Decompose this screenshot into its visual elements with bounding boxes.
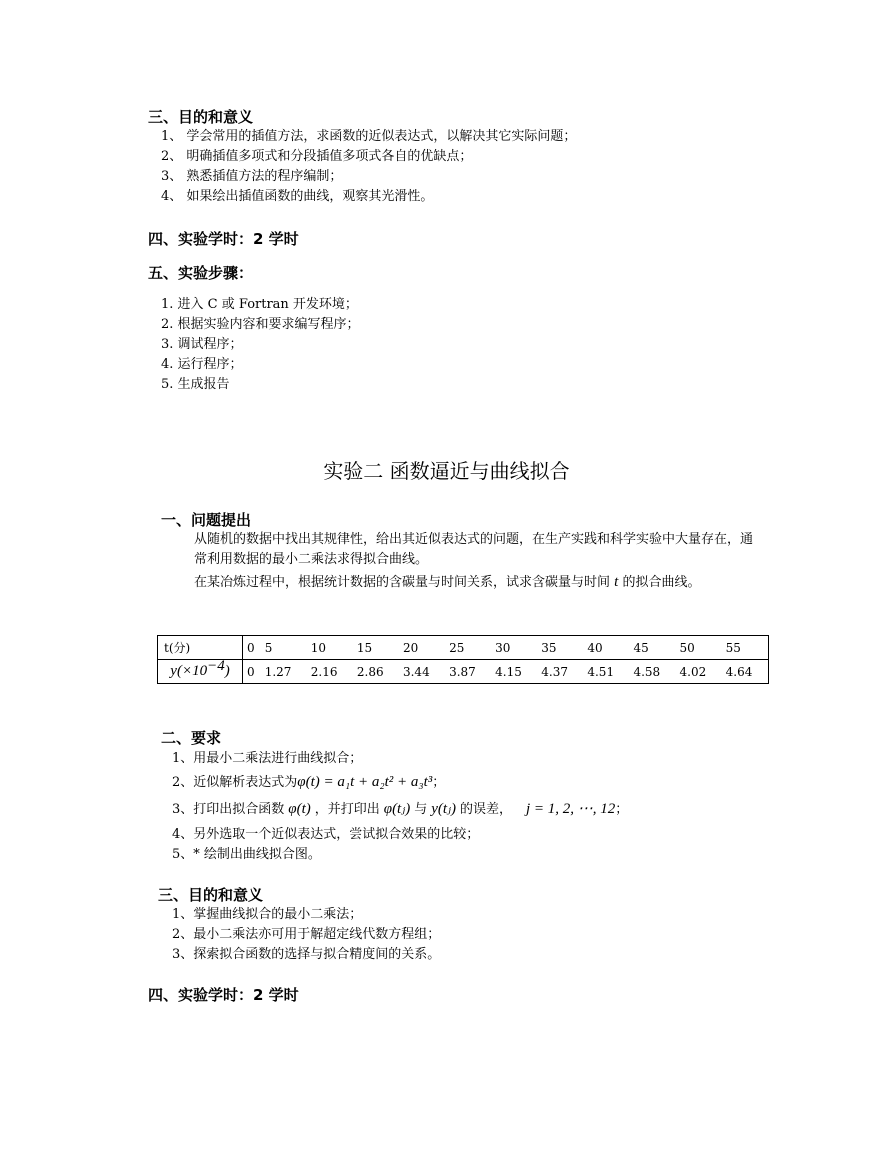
- list-item: 4、 如果绘出插值函数的曲线，观察其光滑性。: [161, 189, 434, 204]
- table-row: [158, 636, 769, 660]
- list-item: 2、 明确插值多项式和分段插值多项式各自的优缺点；: [161, 149, 473, 164]
- list-item: 3、探索拟合函数的选择与拟合精度间的关系。: [172, 947, 441, 962]
- data-table: [157, 635, 769, 684]
- problem-heading: 一、问题提出: [161, 511, 252, 529]
- requirement-item-1: 1、用最小二乘法进行曲线拟合；: [172, 751, 363, 766]
- table-cell: 25: [445, 636, 491, 660]
- requirement-item-5: 5、* 绘制出曲线拟合图。: [172, 847, 321, 862]
- list-item: 2、最小二乘法亦可用于解超定线代数方程组；: [172, 927, 441, 942]
- table-cell: 4.15: [491, 660, 537, 684]
- table-cell: 1.27: [261, 660, 307, 684]
- problem-paragraph-2: 在某冶炼过程中，根据统计数据的含碳量与时间关系，试求含碳量与时间 t 的拟合曲线。: [194, 574, 701, 590]
- table-cell: 0: [243, 636, 261, 660]
- list-item: 3、 熟悉插值方法的程序编制；: [161, 169, 343, 184]
- problem-paragraph-1: 从随机的数据中找出其规律性，给出其近似表达式的问题，在生产实践和科学实验中大量存在，通常利用数据的最小二乘法求得拟合曲线。: [194, 532, 754, 567]
- table-cell: 40: [583, 636, 629, 660]
- table-cell: 4.58: [629, 660, 675, 684]
- purpose-heading: 三、目的和意义: [158, 886, 264, 904]
- table-cell: 55: [722, 636, 769, 660]
- hours-heading: 四、实验学时：2 学时: [148, 986, 299, 1004]
- purpose-list-prev: [161, 127, 576, 207]
- list-item: 4. 运行程序；: [161, 357, 243, 372]
- variable-t: t: [614, 574, 619, 590]
- table-row-label-t: t(分): [158, 636, 243, 660]
- table-row: [158, 660, 769, 684]
- table-cell: 35: [537, 636, 583, 660]
- table-cell: 50: [676, 636, 722, 660]
- formula-phi: φ(t) = a₁t + a₂t² + a₃t³: [297, 774, 433, 790]
- table-cell: 3.87: [445, 660, 491, 684]
- table-cell: 4.64: [722, 660, 769, 684]
- experiment-title: 实验二 函数逼近与曲线拟合: [323, 459, 570, 483]
- requirement-item-2: 2、近似解析表达式为φ(t) = a₁t + a₂t² + a₃t³；: [172, 774, 446, 790]
- table-cell: 2.86: [353, 660, 399, 684]
- requirements-heading: 二、要求: [161, 729, 222, 747]
- table-cell: 20: [399, 636, 445, 660]
- table-cell: 30: [491, 636, 537, 660]
- purpose-heading-prev: 三、目的和意义: [148, 108, 254, 126]
- table-cell: 0: [243, 660, 261, 684]
- table-row-label-y: $y(\times 10^{-4})$: [158, 660, 243, 684]
- list-item: 1、 学会常用的插值方法，求函数的近似表达式，以解决其它实际问题；: [161, 129, 577, 144]
- table-cell: 3.44: [399, 660, 445, 684]
- hours-heading-prev: 四、实验学时：2 学时: [148, 230, 299, 248]
- table-cell: 10: [307, 636, 353, 660]
- table-cell: 4.37: [537, 660, 583, 684]
- requirement-item-4: 4、另外选取一个近似表达式，尝试拟合效果的比较；: [172, 827, 480, 842]
- table-cell: 45: [629, 636, 675, 660]
- list-item: 2. 根据实验内容和要求编写程序；: [161, 317, 360, 332]
- table-cell: 4.51: [583, 660, 629, 684]
- requirement-item-3: 3、打印出拟合函数 φ(t) ，并打印出 φ(tⱼ) 与 y(tⱼ) 的误差， j = 1, 2, ⋯, 12；: [172, 801, 629, 817]
- list-item: 1. 进入 C 或 Fortran 开发环境；: [161, 297, 358, 312]
- list-item: 1、掌握曲线拟合的最小二乘法；: [172, 907, 363, 922]
- table-cell: 15: [353, 636, 399, 660]
- table-cell: 2.16: [307, 660, 353, 684]
- steps-list: [161, 295, 360, 395]
- list-item: 3. 调试程序；: [161, 337, 243, 352]
- table-cell: 5: [261, 636, 307, 660]
- purpose-list: [172, 905, 440, 965]
- steps-heading: 五、实验步骤：: [148, 264, 254, 282]
- list-item: 5. 生成报告: [161, 377, 230, 392]
- table-cell: 4.02: [676, 660, 722, 684]
